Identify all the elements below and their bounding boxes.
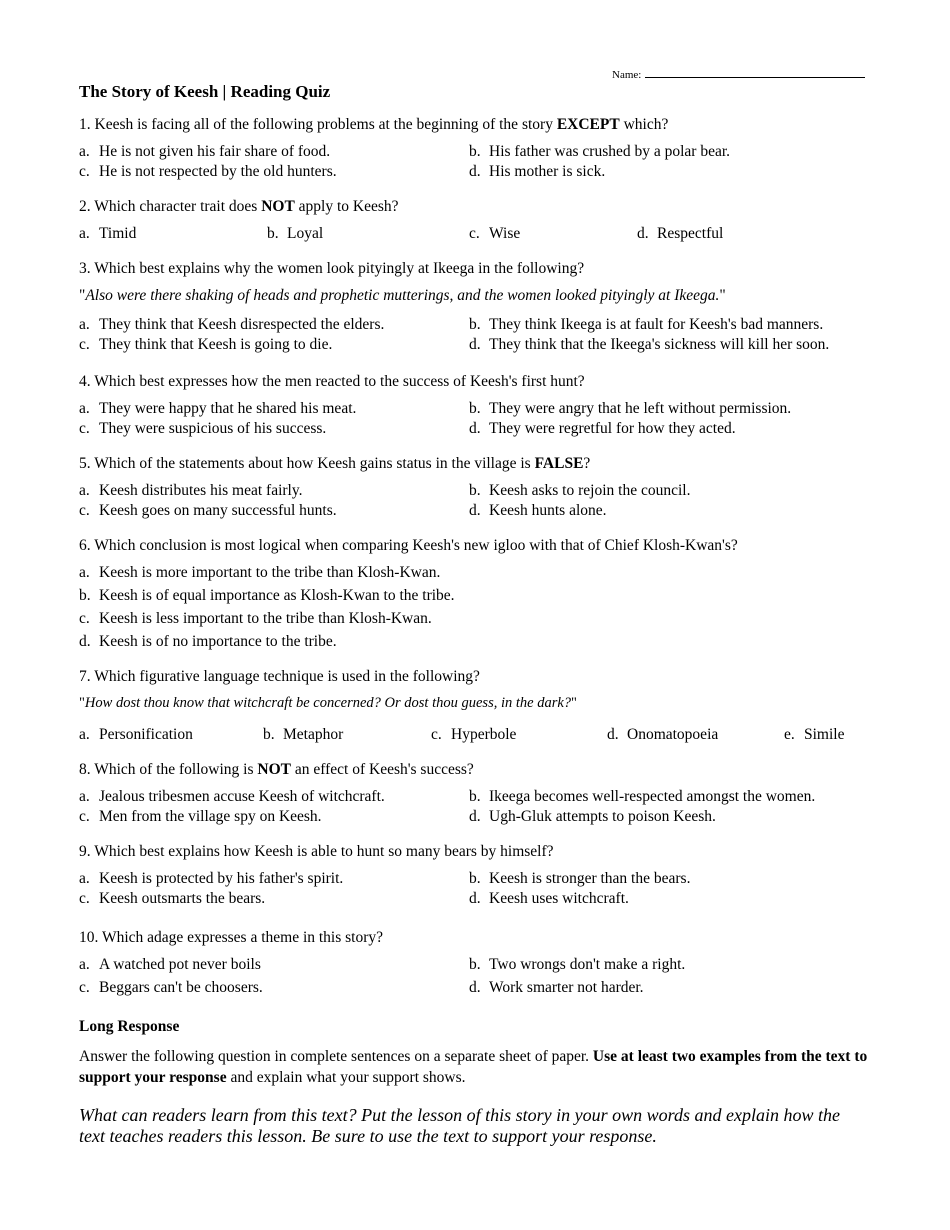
option-b[interactable]: b. Two wrongs don't make a right. bbox=[469, 956, 686, 973]
option-c[interactable]: c. Keesh outsmarts the bears. bbox=[79, 890, 266, 907]
option-a[interactable]: a. Personification bbox=[79, 726, 193, 743]
option-e[interactable]: e. Simile bbox=[784, 726, 845, 743]
story-quote: "Also were there shaking of heads and prophetic mutterings, and the women looked pityingly at Ikeega." bbox=[79, 287, 726, 304]
question-stem: 7. Which figurative language technique is used in the following? bbox=[79, 668, 480, 685]
option-b[interactable]: b. Ikeega becomes well-respected amongst the women. bbox=[469, 788, 816, 805]
option-d[interactable]: d. Ugh-Gluk attempts to poison Keesh. bbox=[469, 808, 716, 825]
question-3 bbox=[79, 259, 879, 355]
name-field[interactable] bbox=[612, 66, 865, 85]
question-stem: 10. Which adage expresses a theme in this story? bbox=[79, 929, 384, 946]
question-2 bbox=[79, 197, 879, 244]
question-5 bbox=[79, 454, 879, 521]
option-b[interactable]: b. Keesh asks to rejoin the council. bbox=[469, 482, 691, 499]
option-a[interactable]: a. He is not given his fair share of food. bbox=[79, 143, 331, 160]
option-a[interactable]: a. Timid bbox=[79, 225, 137, 242]
option-b[interactable]: b. They think Ikeega is at fault for Keesh's bad manners. bbox=[469, 316, 824, 333]
long-response-prompt: What can readers learn from this text? Put the lesson of this story in your own words and explain how the text teaches readers this lesson. Be sure to use the text to support your response. bbox=[79, 1105, 840, 1146]
option-c[interactable]: c. Hyperbole bbox=[431, 726, 517, 743]
option-b[interactable]: b. Metaphor bbox=[263, 726, 344, 743]
option-a[interactable]: a. A watched pot never boils bbox=[79, 956, 261, 973]
option-d[interactable]: d. Respectful bbox=[637, 225, 724, 242]
question-10 bbox=[79, 928, 879, 1001]
option-c[interactable]: c. He is not respected by the old hunters. bbox=[79, 163, 337, 180]
story-quote: "How dost thou know that witchcraft be concerned? Or dost thou guess, in the dark?" bbox=[79, 695, 577, 711]
long-response-instructions: Answer the following question in complete sentences on a separate sheet of paper. Use at least two examples from the text to support your response and explain what your support shows. bbox=[79, 1048, 868, 1086]
question-9 bbox=[79, 842, 879, 909]
option-d[interactable]: d. Keesh uses witchcraft. bbox=[469, 890, 629, 907]
question-stem: 5. Which of the statements about how Keesh gains status in the village is FALSE? bbox=[79, 455, 591, 472]
option-d[interactable]: d. Onomatopoeia bbox=[607, 726, 719, 743]
option-b[interactable]: b. Keesh is of equal importance as Klosh-Kwan to the tribe. bbox=[79, 587, 455, 604]
option-d[interactable]: d. Keesh hunts alone. bbox=[469, 502, 607, 519]
question-1 bbox=[79, 115, 879, 182]
option-a[interactable]: a. They think that Keesh disrespected the elders. bbox=[79, 316, 385, 333]
option-a[interactable]: a. Keesh is more important to the tribe than Klosh-Kwan. bbox=[79, 564, 441, 581]
question-8 bbox=[79, 760, 879, 827]
question-7 bbox=[79, 667, 879, 745]
option-c[interactable]: c. Men from the village spy on Keesh. bbox=[79, 808, 322, 825]
name-label: Name: bbox=[612, 69, 642, 81]
question-stem: 1. Keesh is facing all of the following problems at the beginning of the story EXCEPT which? bbox=[79, 116, 669, 133]
long-response-heading: Long Response bbox=[79, 1018, 180, 1035]
question-stem: 6. Which conclusion is most logical when comparing Keesh's new igloo with that of Chief Klosh-Kwan's? bbox=[79, 537, 738, 554]
option-d[interactable]: d. They were regretful for how they acted. bbox=[469, 420, 736, 437]
question-stem: 4. Which best expresses how the men reacted to the success of Keesh's first hunt? bbox=[79, 373, 585, 390]
option-b[interactable]: b. Keesh is stronger than the bears. bbox=[469, 870, 691, 887]
question-stem: 2. Which character trait does NOT apply to Keesh? bbox=[79, 198, 399, 215]
option-a[interactable]: a. Keesh is protected by his father's spirit. bbox=[79, 870, 344, 887]
option-c[interactable]: c. Beggars can't be choosers. bbox=[79, 979, 263, 996]
option-a[interactable]: a. They were happy that he shared his meat. bbox=[79, 400, 357, 417]
option-c[interactable]: c. They think that Keesh is going to die. bbox=[79, 336, 333, 353]
question-stem: 8. Which of the following is NOT an effect of Keesh's success? bbox=[79, 761, 474, 778]
question-4 bbox=[79, 372, 879, 439]
name-blank[interactable] bbox=[645, 67, 865, 78]
option-c[interactable]: c. Keesh goes on many successful hunts. bbox=[79, 502, 337, 519]
question-stem: 3. Which best explains why the women look pityingly at Ikeega in the following? bbox=[79, 260, 585, 277]
option-d[interactable]: d. Keesh is of no importance to the tribe. bbox=[79, 633, 337, 650]
option-d[interactable]: d. They think that the Ikeega's sickness will kill her soon. bbox=[469, 336, 830, 353]
option-c[interactable]: c. Keesh is less important to the tribe than Klosh-Kwan. bbox=[79, 610, 432, 627]
option-a[interactable]: a. Keesh distributes his meat fairly. bbox=[79, 482, 303, 499]
option-b[interactable]: b. Loyal bbox=[267, 225, 324, 242]
option-d[interactable]: d. His mother is sick. bbox=[469, 163, 606, 180]
option-c[interactable]: c. They were suspicious of his success. bbox=[79, 420, 327, 437]
option-b[interactable]: b. They were angry that he left without permission. bbox=[469, 400, 792, 417]
question-6 bbox=[79, 536, 879, 655]
quiz-title: The Story of Keesh | Reading Quiz bbox=[79, 82, 331, 101]
option-c[interactable]: c. Wise bbox=[469, 225, 521, 242]
option-d[interactable]: d. Work smarter not harder. bbox=[469, 979, 644, 996]
option-a[interactable]: a. Jealous tribesmen accuse Keesh of witchcraft. bbox=[79, 788, 385, 805]
question-stem: 9. Which best explains how Keesh is able to hunt so many bears by himself? bbox=[79, 843, 554, 860]
option-b[interactable]: b. His father was crushed by a polar bear. bbox=[469, 143, 731, 160]
